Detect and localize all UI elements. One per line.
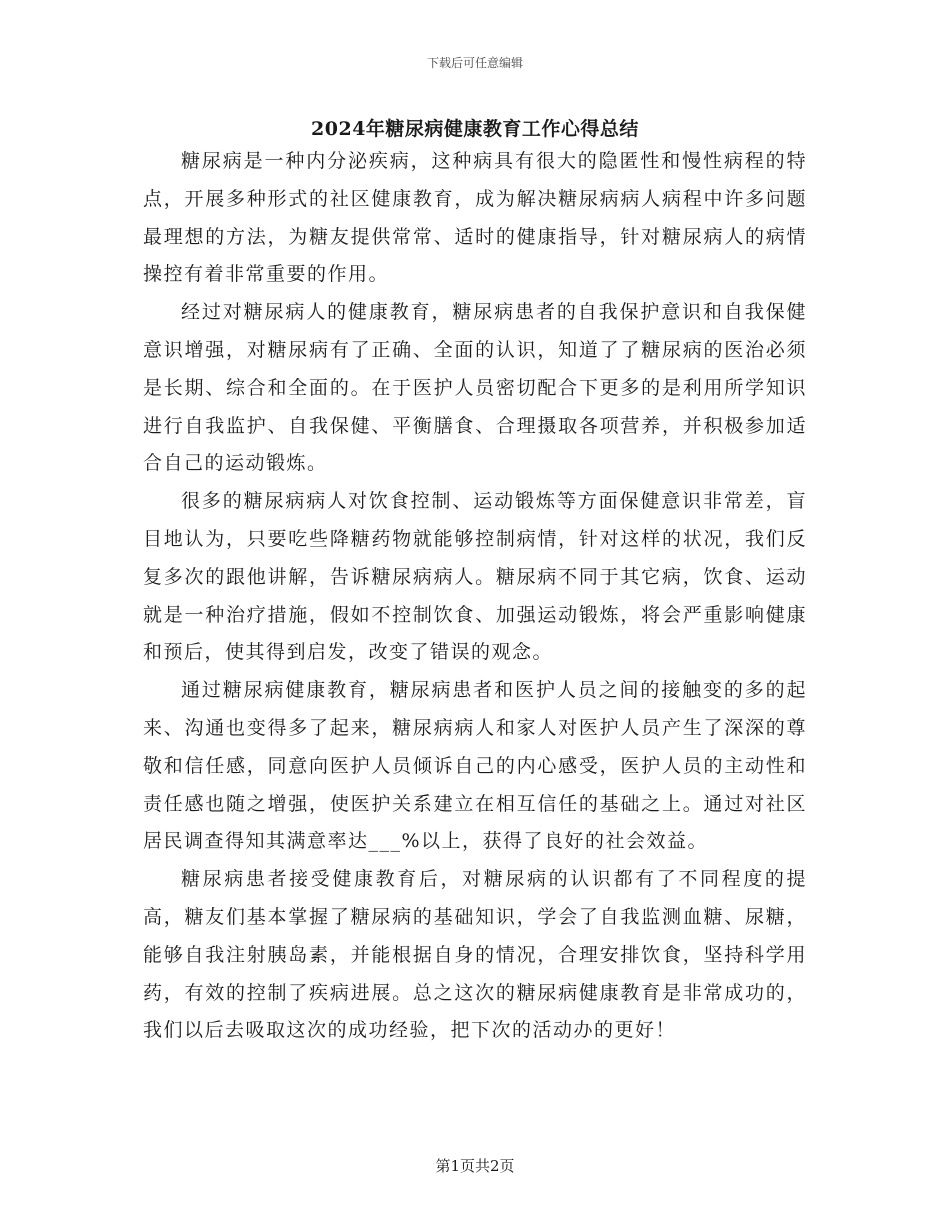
page-indicator: 第1页共2页	[435, 1157, 515, 1175]
paragraph-2: 经过对糖尿病人的健康教育，糖尿病患者的自我保护意识和自我保健意识增强，对糖尿病有了正确、全面的认识，知道了了糖尿病的医治必须是长期、综合和全面的。在于医护人员密切配合下更多的是利用所学知识进行自我监护、自我保健、平衡膳食、合理摄取各项营养，并积极参加适合自己的运动锻炼。	[143, 301, 807, 475]
paragraph-3: 很多的糖尿病病人对饮食控制、运动锻炼等方面保健意识非常差，盲目地认为，只要吃些降糖药物就能够控制病情，针对这样的状况，我们反复多次的跟他讲解，告诉糖尿病病人。糖尿病不同于其它病，饮食、运动就是一种治疗措施，假如不控制饮食、加强运动锻炼，将会严重影响健康和预后，使其得到启发，改变了错误的观念。	[143, 490, 807, 664]
document-body	[143, 143, 807, 1050]
document-title: 2024年糖尿病健康教育工作心得总结	[311, 118, 639, 140]
paragraph-1: 糖尿病是一种内分泌疾病，这种病具有很大的隐匿性和慢性病程的特点，开展多种形式的社区健康教育，成为解决糖尿病病人病程中许多问题最理想的方法，为糖友提供常常、适时的健康指导，针对糖尿病人的病情操控有着非常重要的作用。	[143, 150, 807, 286]
header-note: 下载后可任意编辑	[426, 56, 523, 70]
paragraph-5: 糖尿病患者接受健康教育后，对糖尿病的认识都有了不同程度的提高，糖友们基本掌握了糖尿病的基础知识，学会了自我监测血糖、尿糖，能够自我注射胰岛素，并能根据自身的情况，合理安排饮食，坚持科学用药，有效的控制了疾病进展。总之这次的糖尿病健康教育是非常成功的，我们以后去吸取这次的成功经验，把下次的活动办的更好！	[143, 868, 807, 1042]
paragraph-4: 通过糖尿病健康教育，糖尿病患者和医护人员之间的接触变的多的起来、沟通也变得多了起来，糖尿病病人和家人对医护人员产生了深深的尊敬和信任感，同意向医护人员倾诉自己的内心感受，医护人员的主动性和责任感也随之增强，使医护关系建立在相互信任的基础之上。通过对社区居民调查得知其满意率达___%以上，获得了良好的社会效益。	[143, 679, 807, 853]
